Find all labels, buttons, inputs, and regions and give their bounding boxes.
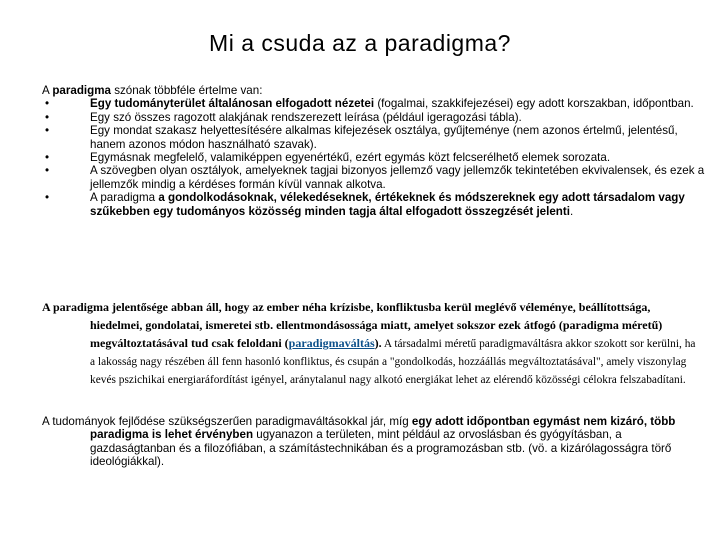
science-paragraph [42,415,702,469]
significance-bold-end: ). [374,336,382,350]
item2-text: Egy szó összes ragozott alakjának rendszerezett leírása (például igeragozási tábla). [90,110,522,124]
science-bold: egy adott időpontban egymást nem kizáró, több paradigma is lehet érvényben [90,415,676,442]
intro-post: szónak többféle értelme van: [110,84,263,97]
significance-section [42,298,702,388]
bullet: • [45,110,50,124]
significance-paragraph [42,298,702,388]
significance-rest: A társadalmi méretű paradigmaváltásra akkor szokott sor kerülni, ha a lakosság nagy részében áll fenn hasonló konfliktus, és csupán a "gondolkodás, hozzáállás megváltoztatásával", amely viszonylag kevés pszichikai energiaráfordítást igényel, aránytalanul nagy alkotó energiákat lehet az elérendő közösségi célokra felszabadítani. [90,338,696,386]
item1-bold: Egy tudományterület általánosan elfogadott nézetei [90,97,375,111]
list-item [42,151,712,164]
science-post: ugyanazon a területen, mint például az orvoslásban és gyógyításban, a gazdaságtanban és a filozófiában, a számítástechnikában és a programozásban stb. (vö. a kizárólagosságra törő ideológiákkal). [90,428,672,469]
bullet: • [45,151,50,165]
bullet: • [45,97,50,111]
bullet: • [45,164,50,178]
item3-text: Egy mondat szakasz helyettesítésére alkalmas kifejezések osztálya, gyűjteménye (nem azonos értelmű, jelentésű, hanem azonos módon használható szavak). [90,124,678,151]
item6-post: . [569,204,574,218]
list-item [42,97,712,110]
item6-pre: A paradigma [90,191,159,205]
list-item [42,191,712,218]
list-item [42,124,712,151]
science-section [42,415,702,469]
slide-title: Mi a csuda az a paradigma? [209,30,511,56]
significance-bold: A paradigma jelentősége abban áll, hogy az ember néha krízisbe, konfliktusba kerül meglévő véleménye, beállítottsága, hiedelmei, gondolatai, ismeretei stb. ellentmondásossága miatt, amelyet sokszor ezek átfogó (paradigma méretű) megváltoztatásával tud csak feloldani ( [42,300,663,350]
definitions-section [42,84,712,218]
science-pre: A tudományok fejlődése szükségszerűen paradigmaváltásokkal jár, míg [42,415,412,428]
list-item [42,111,712,124]
item5-text: A szövegben olyan osztályok, amelyeknek tagjai bizonyos jellemző vagy jellemzők tekintetében ekvivalensek, és ezek a jellemzők mindig a kérdéses formán kívül vannak alkotva. [90,164,705,191]
intro-keyword: paradigma [52,84,111,97]
bullet: • [45,124,50,138]
bullet: • [45,191,50,205]
intro-line [42,84,712,97]
list-item [42,164,712,191]
definition-list [42,97,712,218]
item6-bold: a gondolkodásoknak, vélekedéseknek, értékeknek és módszereknek egy adott társadalom vagy szűkebben egy tudományos közösség minden tagja által elfogadott összegzését jelenti [90,191,685,218]
paradigm-shift-link[interactable]: paradigmaváltás [288,336,375,350]
item4-text: Egymásnak megfelelő, valamiképpen egyenértékű, ezért egymás közt felcserélhető elemek sorozata. [90,151,611,165]
intro-pre: A [42,84,53,97]
item1-rest: (fogalmai, szakkifejezései) egy adott korszakban, időpontban. [374,97,694,111]
